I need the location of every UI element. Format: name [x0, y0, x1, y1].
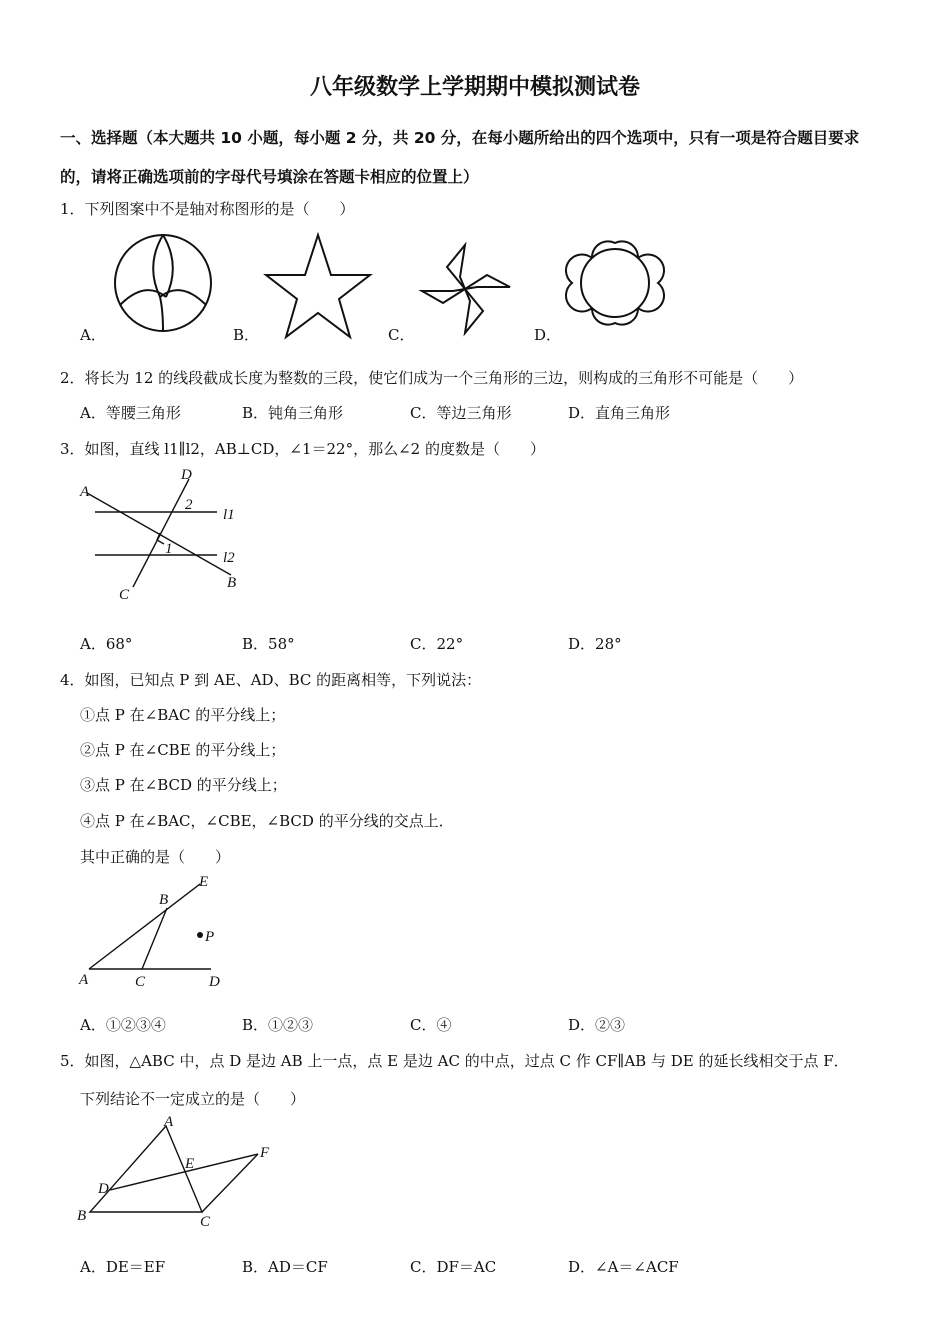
question-5-option-d[interactable]: D．∠A＝∠ACF [568, 1258, 679, 1276]
question-3-figure [75, 465, 255, 605]
section-heading-line1: 一、选择题（本大题共 10 小题，每小题 2 分，共 20 分，在每小题所给出的四个选项中，只有一项是符合题目要求 [60, 129, 860, 147]
question-2-option-d[interactable]: D．直角三角形 [568, 404, 671, 422]
question-3-option-a[interactable]: A．68° [80, 635, 133, 653]
question-2-option-a[interactable]: A．等腰三角形 [80, 404, 181, 422]
question-2-option-b[interactable]: B．钝角三角形 [242, 404, 344, 422]
question-5-stem: 5．如图，△ABC 中，点 D 是边 AB 上一点，点 E 是边 AC 的中点，过点 C 作 CF∥AB 与 DE 的延长线相交于点 F． [60, 1052, 849, 1070]
q4-label-a: A [79, 972, 89, 988]
figure-b-star [266, 235, 370, 337]
question-4-statement-3: ③点 P 在∠BCD 的平分线上； [80, 776, 287, 794]
question-3-option-d[interactable]: D．28° [568, 635, 622, 653]
question-5-option-c[interactable]: C．DF＝AC [410, 1258, 497, 1276]
question-1-option-b[interactable]: B． [233, 326, 260, 344]
q3-label-a: A [80, 484, 90, 500]
q5-label-f: F [260, 1145, 270, 1161]
q4-label-c: C [135, 974, 146, 990]
q3-label-angle2: 2 [185, 497, 193, 513]
figure-d-flower-circle [566, 241, 664, 324]
figure-c-pinwheel [422, 245, 510, 333]
q5-label-b: B [77, 1208, 87, 1224]
question-4-statement-4: ④点 P 在∠BAC，∠CBE，∠BCD 的平分线的交点上． [80, 812, 454, 830]
q3-label-l2: l2 [223, 550, 235, 566]
question-1-option-d[interactable]: D． [534, 326, 562, 344]
question-4-option-b[interactable]: B．①②③ [242, 1016, 314, 1034]
q3-label-d: D [181, 467, 192, 483]
q4-label-e: E [199, 874, 209, 890]
q3-label-c: C [119, 587, 130, 603]
question-3-option-b[interactable]: B．58° [242, 635, 295, 653]
question-1-option-a[interactable]: A． [80, 326, 106, 344]
question-4-statement-2: ②点 P 在∠CBE 的平分线上； [80, 741, 286, 759]
question-5-option-b[interactable]: B．AD＝CF [242, 1258, 328, 1276]
question-1-stem: 1．下列图案中不是轴对称图形的是（ ） [60, 200, 355, 218]
question-4-option-d[interactable]: D．②③ [568, 1016, 626, 1034]
question-4-stem: 4．如图，已知点 P 到 AE、AD、BC 的距离相等，下列说法： [60, 671, 482, 689]
page-title: 八年级数学上学期期中模拟测试卷 [309, 75, 640, 100]
question-4-option-a[interactable]: A．①②③④ [80, 1016, 166, 1034]
question-4-figure [75, 870, 235, 995]
question-3-stem: 3．如图，直线 l1∥l2，AB⊥CD，∠1＝22°，那么∠2 的度数是（ ） [60, 440, 545, 458]
question-2-option-c[interactable]: C．等边三角形 [410, 404, 512, 422]
q4-label-d: D [209, 974, 220, 990]
question-3-option-c[interactable]: C．22° [410, 635, 464, 653]
q3-label-angle1: 1 [165, 541, 173, 557]
q5-label-d: D [98, 1181, 109, 1197]
question-1-figures [100, 225, 690, 340]
q3-label-l1: l1 [223, 507, 235, 523]
section-heading-line2: 的，请将正确选项前的字母代号填涂在答题卡相应的位置上） [60, 168, 479, 186]
question-5-option-a[interactable]: A．DE＝EF [80, 1258, 166, 1276]
question-4-prompt: 其中正确的是（ ） [80, 848, 231, 866]
figure-a-three-arc-circle [115, 235, 211, 331]
question-5-stem-2: 下列结论不一定成立的是（ ） [80, 1090, 306, 1108]
q5-label-a: A [164, 1114, 174, 1130]
question-1-option-c[interactable]: C． [388, 326, 415, 344]
q5-label-c: C [200, 1214, 211, 1230]
question-2-stem: 2．将长为 12 的线段截成长度为整数的三段，使它们成为一个三角形的三边，则构成的三角形不可能是（ ） [60, 369, 804, 387]
question-4-statement-1: ①点 P 在∠BAC 的平分线上； [80, 706, 286, 724]
question-4-option-c[interactable]: C．④ [410, 1016, 452, 1034]
q3-label-b: B [227, 575, 237, 591]
question-5-figure [72, 1112, 282, 1232]
q5-label-e: E [185, 1156, 195, 1172]
q4-label-b: B [159, 892, 169, 908]
q4-label-p: P [205, 929, 215, 945]
